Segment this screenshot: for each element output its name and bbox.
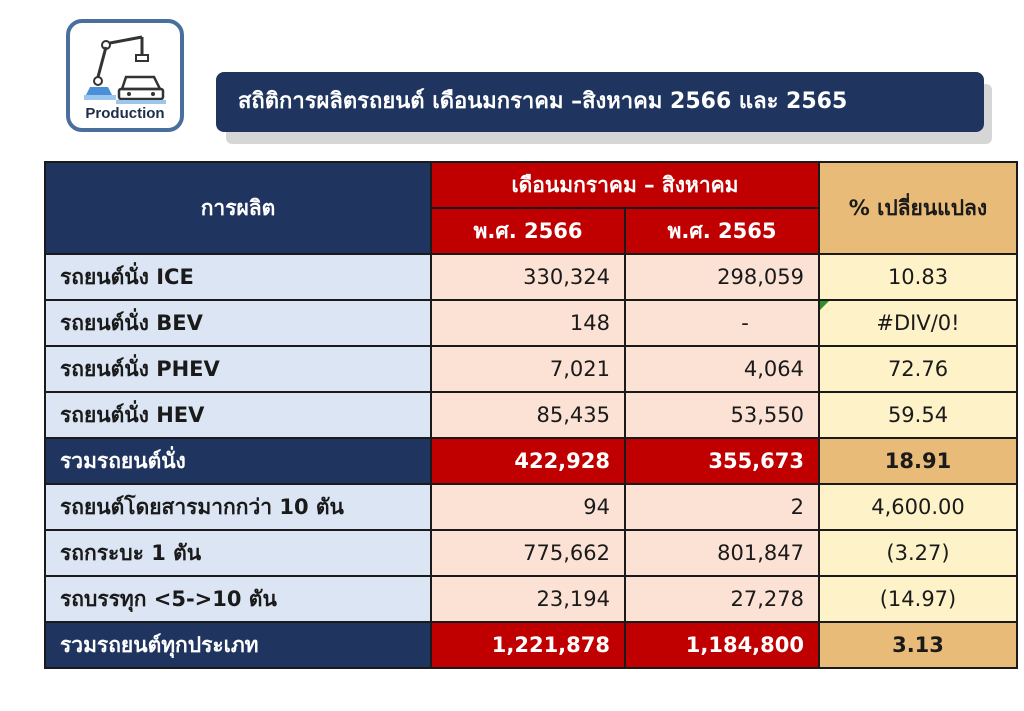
percent-change: 4,600.00 (819, 484, 1017, 530)
row-label: รถยนต์นั่ง ICE (45, 254, 431, 300)
table-row (45, 346, 1017, 392)
percent-change: #DIV/0! (876, 311, 960, 335)
table-row (45, 392, 1017, 438)
value-2565: 53,550 (625, 392, 819, 438)
value-2565: 1,184,800 (625, 622, 819, 668)
row-label: รถกระบะ 1 ตัน (45, 530, 431, 576)
value-2566: 7,021 (431, 346, 625, 392)
header-category: การผลิต (45, 162, 431, 254)
production-logo (66, 19, 184, 132)
value-2565: 2 (625, 484, 819, 530)
header-row-top (45, 162, 1017, 208)
header-year-2566: พ.ศ. 2566 (431, 208, 625, 254)
header-year-2565: พ.ศ. 2565 (625, 208, 819, 254)
value-2566: 23,194 (431, 576, 625, 622)
row-label: รถบรรทุก <5->10 ตัน (45, 576, 431, 622)
percent-change: 72.76 (819, 346, 1017, 392)
value-2565: 27,278 (625, 576, 819, 622)
percent-change-cell (819, 300, 1017, 346)
production-table (44, 161, 1018, 669)
percent-change: 10.83 (819, 254, 1017, 300)
row-label: รถยนต์นั่ง HEV (45, 392, 431, 438)
table-row (45, 300, 1017, 346)
row-label: รถยนต์นั่ง BEV (45, 300, 431, 346)
table-row (45, 484, 1017, 530)
value-2565: 355,673 (625, 438, 819, 484)
row-label: รวมรถยนต์ทุกประเภท (45, 622, 431, 668)
percent-change: (3.27) (819, 530, 1017, 576)
value-2566: 330,324 (431, 254, 625, 300)
robot-arm-car-icon (82, 29, 168, 109)
value-2565: 801,847 (625, 530, 819, 576)
value-2566: 422,928 (431, 438, 625, 484)
subtotal-row (45, 438, 1017, 484)
value-2566: 94 (431, 484, 625, 530)
value-2566: 148 (431, 300, 625, 346)
page-title: สถิติการผลิตรถยนต์ เดือนมกราคม –สิงหาคม 2566 และ 2565 (216, 72, 984, 132)
grand-total-row (45, 622, 1017, 668)
value-2565: 298,059 (625, 254, 819, 300)
value-2566: 1,221,878 (431, 622, 625, 668)
error-indicator-icon (820, 301, 829, 310)
percent-change: 3.13 (819, 622, 1017, 668)
table-row (45, 254, 1017, 300)
table-row (45, 576, 1017, 622)
percent-change: (14.97) (819, 576, 1017, 622)
row-label: รถยนต์โดยสารมากกว่า 10 ตัน (45, 484, 431, 530)
value-2566: 85,435 (431, 392, 625, 438)
value-2565: - (625, 300, 819, 346)
row-label: รวมรถยนต์นั่ง (45, 438, 431, 484)
percent-change: 18.91 (819, 438, 1017, 484)
header-period: เดือนมกราคม – สิงหาคม (431, 162, 819, 208)
row-label: รถยนต์นั่ง PHEV (45, 346, 431, 392)
value-2566: 775,662 (431, 530, 625, 576)
table-row (45, 530, 1017, 576)
logo-label: Production (85, 105, 165, 122)
header-change: % เปลี่ยนแปลง (819, 162, 1017, 254)
value-2565: 4,064 (625, 346, 819, 392)
percent-change: 59.54 (819, 392, 1017, 438)
